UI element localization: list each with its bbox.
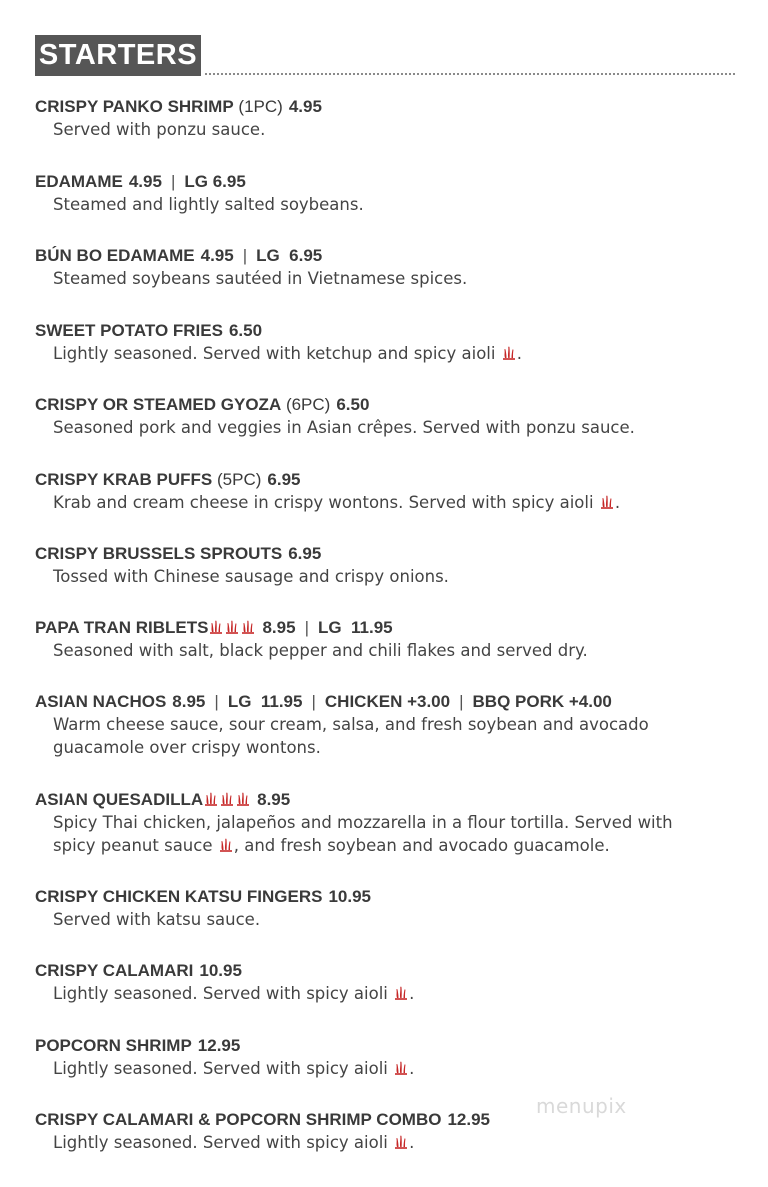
spicy-pepper-icon: [220, 791, 234, 806]
item-description: [35, 1057, 735, 1080]
item-price: 10.95: [328, 887, 372, 906]
item-heading: [35, 171, 735, 193]
item-description: [35, 1131, 735, 1154]
item-heading: [35, 1109, 735, 1131]
item-quantity: (1PC): [233, 97, 283, 116]
spicy-pepper-icon: [394, 1134, 408, 1149]
price-separator: |: [214, 692, 219, 711]
item-quantity: (5PC): [212, 470, 262, 489]
spicy-pepper-icon: [394, 985, 408, 1000]
spicy-pepper-icon: [394, 1060, 408, 1075]
description-text: Krab and cream cheese in crispy wontons. Served with spicy aioli: [53, 493, 594, 512]
item-price: 8.95: [262, 618, 296, 637]
menu-item-calamari-shrimp-combo: [35, 1109, 735, 1154]
menu-item-gyoza: [35, 394, 735, 439]
item-name: SWEET POTATO FRIES: [35, 321, 223, 340]
menu-item-asian-quesadilla: [35, 789, 735, 857]
item-price: 6.95: [267, 470, 301, 489]
menu-item-krab-puffs: [35, 469, 735, 514]
item-addon-bbq-pork: BBQ PORK +4.00: [472, 692, 612, 711]
item-description: Warm cheese sauce, sour cream, salsa, and fresh soybean and avocado: [53, 715, 649, 734]
item-name: POPCORN SHRIMP: [35, 1036, 192, 1055]
description-text: Lightly seasoned. Served with spicy aioli: [53, 984, 388, 1003]
item-price: 8.95: [172, 692, 206, 711]
spicy-pepper-icon: [204, 791, 218, 806]
price-separator: |: [242, 246, 248, 265]
spicy-pepper-icon: [236, 791, 250, 806]
item-price: 4.95: [288, 97, 322, 116]
item-heading: [35, 96, 735, 118]
item-name: CRISPY CHICKEN KATSU FINGERS: [35, 887, 323, 906]
item-price: 8.95: [257, 790, 291, 809]
description-text: Lightly seasoned. Served with spicy aioli: [53, 1059, 388, 1078]
description-text: spicy peanut sauce: [53, 836, 213, 855]
item-heading: [35, 886, 735, 908]
spicy-pepper-icon: [600, 494, 614, 509]
description-text: Lightly seasoned. Served with ketchup and spicy aioli: [53, 344, 496, 363]
spicy-pepper-icon: [209, 619, 223, 634]
menu-item-crispy-panko-shrimp: [35, 96, 735, 141]
item-heading: [35, 789, 735, 811]
item-name: CRISPY OR STEAMED GYOZA: [35, 395, 282, 414]
item-heading: [35, 543, 735, 565]
watermark: menupix: [536, 1094, 627, 1118]
item-description-line-2: guacamole over crispy wontons.: [53, 738, 321, 757]
spicy-pepper-icon: [502, 345, 516, 360]
item-heading: [35, 1035, 735, 1057]
item-description: Spicy Thai chicken, jalapeños and mozzarella in a flour tortilla. Served with: [53, 813, 673, 832]
item-heading: [35, 245, 735, 267]
description-text: Lightly seasoned. Served with spicy aioli: [53, 1133, 388, 1152]
item-description: Steamed soybeans sautéed in Vietnamese spices.: [53, 269, 468, 288]
price-separator: |: [459, 692, 464, 711]
item-name: ASIAN NACHOS: [35, 692, 167, 711]
menu-item-papa-tran-riblets: [35, 617, 735, 662]
item-name: CRISPY KRAB PUFFS: [35, 470, 213, 489]
description-text: .: [409, 1133, 415, 1152]
menu-item-asian-nachos: [35, 691, 735, 759]
menu-item-brussels-sprouts: [35, 543, 735, 588]
dotted-divider: [205, 73, 735, 75]
item-addon-chicken: CHICKEN +3.00: [324, 692, 451, 711]
item-description: Served with ponzu sauce.: [53, 120, 266, 139]
description-text: .: [409, 984, 415, 1003]
item-large-price: LG 11.95: [317, 618, 393, 637]
item-description: Seasoned with salt, black pepper and chili flakes and served dry.: [53, 641, 588, 660]
item-heading: [35, 469, 735, 491]
item-name: PAPA TRAN RIBLETS: [35, 618, 209, 637]
menu-item-edamame: [35, 171, 735, 216]
price-separator: |: [311, 692, 316, 711]
item-price: 6.95: [288, 544, 322, 563]
menu-item-sweet-potato-fries: [35, 320, 735, 365]
item-price: 6.50: [336, 395, 370, 414]
menu-item-bun-bo-edamame: [35, 245, 735, 290]
description-text: .: [409, 1059, 415, 1078]
item-description: [35, 491, 735, 514]
item-price: 10.95: [199, 961, 242, 980]
item-name: CRISPY PANKO SHRIMP: [35, 97, 234, 116]
item-large-price: LG 6.95: [184, 172, 246, 191]
item-heading: [35, 320, 735, 342]
item-name: CRISPY BRUSSELS SPROUTS: [35, 544, 283, 563]
item-description-line-2: [35, 834, 735, 857]
spicy-pepper-icon: [219, 837, 233, 852]
item-description: [35, 342, 735, 365]
item-price: 4.95: [128, 172, 162, 191]
item-name: EDAMAME: [35, 172, 123, 191]
item-name: CRISPY CALAMARI: [35, 961, 194, 980]
item-name: BÚN BO EDAMAME: [35, 246, 195, 265]
item-heading: [35, 960, 735, 982]
item-heading: [35, 394, 735, 416]
menu-item-popcorn-shrimp: [35, 1035, 735, 1080]
item-name: CRISPY CALAMARI & POPCORN SHRIMP COMBO: [35, 1110, 442, 1129]
menu-item-crispy-calamari: [35, 960, 735, 1005]
item-description: Seasoned pork and veggies in Asian crêpes. Served with ponzu sauce.: [53, 418, 635, 437]
description-text: .: [614, 493, 621, 512]
item-price: 12.95: [447, 1110, 491, 1129]
item-name: ASIAN QUESADILLA: [35, 790, 204, 809]
item-quantity: (6PC): [281, 395, 331, 414]
description-text: , and fresh soybean and avocado guacamole.: [233, 836, 610, 855]
item-price: 12.95: [197, 1036, 241, 1055]
description-text: .: [516, 344, 522, 363]
item-description: Steamed and lightly salted soybeans.: [53, 195, 364, 214]
item-large-price: LG 11.95: [227, 692, 303, 711]
spicy-pepper-icon: [241, 619, 255, 634]
menu-item-chicken-katsu-fingers: [35, 886, 735, 931]
item-heading: [35, 617, 735, 639]
item-price: 4.95: [200, 246, 234, 265]
item-description: Tossed with Chinese sausage and crispy onions.: [53, 567, 449, 586]
section-title: STARTERS: [35, 35, 201, 76]
item-description: [35, 982, 735, 1005]
item-large-price: LG 6.95: [256, 246, 323, 265]
item-heading: [35, 691, 735, 713]
item-description: Served with katsu sauce.: [53, 910, 261, 929]
item-price: 6.50: [228, 321, 263, 340]
price-separator: |: [304, 618, 309, 637]
section-header: [35, 35, 735, 77]
price-separator: |: [170, 172, 176, 191]
spicy-pepper-icon: [225, 619, 239, 634]
